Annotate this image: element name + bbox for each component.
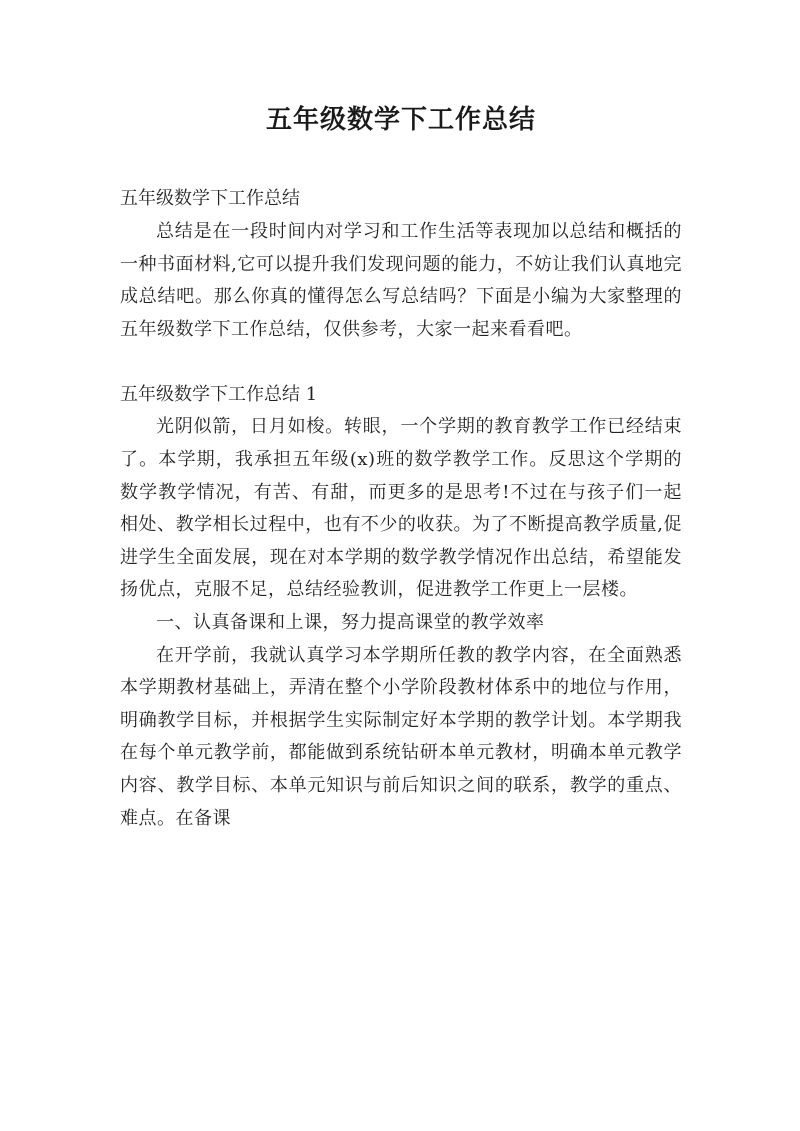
- section-1-heading: 五年级数学下工作总结 1: [120, 384, 318, 406]
- section-1-paragraph-1: 光阴似箭，日月如梭。转眼，一个学期的教育教学工作已经结束了。本学期，我承担五年级(x)班的数学教学工作。反思这个学期的数学教学情况，有苦、有甜，而更多的是思考!不过在与孩子们一起相处、教学相长过程中，也有不少的收获。为了不断提高教学质量,促进学生全面发展，现在对本学期的数学教学情况作出总结，希望能发扬优点，克服不足，总结经验教训，促进教学工作更上一层楼。: [120, 416, 682, 601]
- section-spacer: [120, 346, 682, 378]
- section-1-subheading-1: 一、认真备课和上课，努力提高课堂的教学效率: [156, 611, 545, 633]
- intro-heading: 五年级数学下工作总结: [120, 188, 300, 209]
- document-title: 五年级数学下工作总结: [265, 105, 536, 135]
- intro-paragraph: 总结是在一段时间内对学习和工作生活等表现加以总结和概括的一种书面材料,它可以提升我们发现问题的能力，不妨让我们认真地完成总结吧。那么你真的懂得怎么写总结吗？下面是小编为大家整理的五年级数学下工作总结，仅供参考，大家一起来看看吧。: [120, 221, 682, 340]
- section-1-paragraph-2: 在开学前，我就认真学习本学期所任教的教学内容，在全面熟悉本学期教材基础上，弄清在整个小学阶段教材体系中的地位与作用，明确教学目标，并根据学生实际制定好本学期的教学计划。本学期我在每个单元教学前，都能做到系统钻研本单元教材，明确本单元教学内容、教学目标、本单元知识与前后知识之间的联系，教学的重点、难点。在备课: [120, 644, 682, 829]
